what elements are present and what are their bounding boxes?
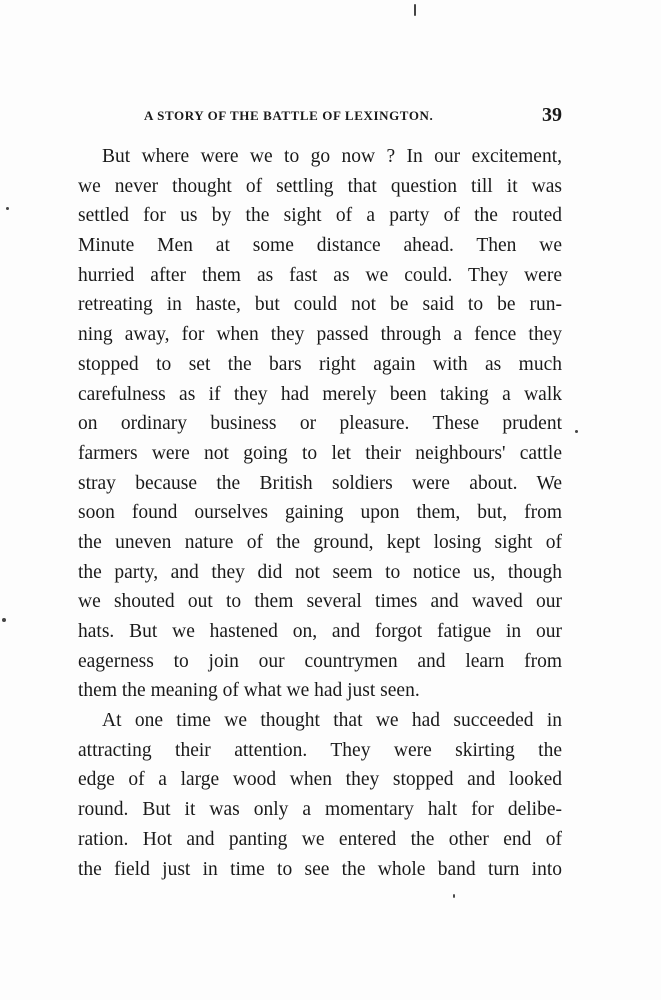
page-number: 39	[542, 104, 562, 126]
text-line: edge of a large wood when they stopped and looked	[78, 769, 562, 791]
scan-speck	[414, 4, 416, 16]
text-line: the uneven nature of the ground, kept losing sight of	[78, 531, 562, 553]
text-line: At one time we thought that we had succeeded in	[102, 710, 562, 732]
text-line: the field just in time to see the whole band turn into	[78, 858, 562, 880]
text-line: eagerness to join our countrymen and learn from	[78, 650, 562, 672]
text-line: retreating in haste, but could not be said to be run-	[78, 294, 562, 316]
text-line: farmers were not going to let their neighbours' cattle	[78, 442, 562, 464]
scan-speck	[575, 430, 578, 433]
text-line: attracting their attention. They were skirting the	[78, 739, 562, 761]
scan-speck	[2, 618, 6, 622]
text-line: stopped to set the bars right again with as much	[78, 353, 562, 375]
text-line: But where were we to go now ? In our excitement,	[102, 146, 562, 167]
text-line: soon found ourselves gaining upon them, but, from	[78, 502, 562, 524]
body-text	[78, 142, 562, 884]
text-line: Minute Men at some distance ahead. Then we	[78, 235, 562, 257]
text-line: on ordinary business or pleasure. These prudent	[78, 413, 562, 435]
text-line: ration. Hot and panting we entered the other end of	[78, 828, 562, 850]
text-line: round. But it was only a momentary halt for delibe-	[78, 799, 562, 821]
scan-speck	[6, 207, 9, 210]
text-line: hats. But we hastened on, and forgot fatigue in our	[78, 621, 562, 642]
text-line: ning away, for when they passed through a fence they	[78, 324, 562, 346]
text-line: settled for us by the sight of a party of the routed	[78, 205, 562, 227]
text-line: stray because the British soldiers were about. We	[78, 472, 562, 494]
text-line: carefulness as if they had merely been taking a walk	[78, 383, 562, 405]
running-head-title: A STORY OF THE BATTLE OF LEXINGTON.	[144, 108, 434, 123]
text-line: hurried after them as fast as we could. They were	[78, 264, 562, 286]
running-head	[78, 104, 562, 128]
text-line: we never thought of settling that question till it was	[78, 175, 562, 197]
text-line: we shouted out to them several times and waved our	[78, 591, 562, 613]
text-line: them the meaning of what we had just seen.	[78, 680, 420, 702]
scan-speck	[453, 894, 455, 898]
text-line: the party, and they did not seem to notice us, though	[78, 561, 562, 583]
